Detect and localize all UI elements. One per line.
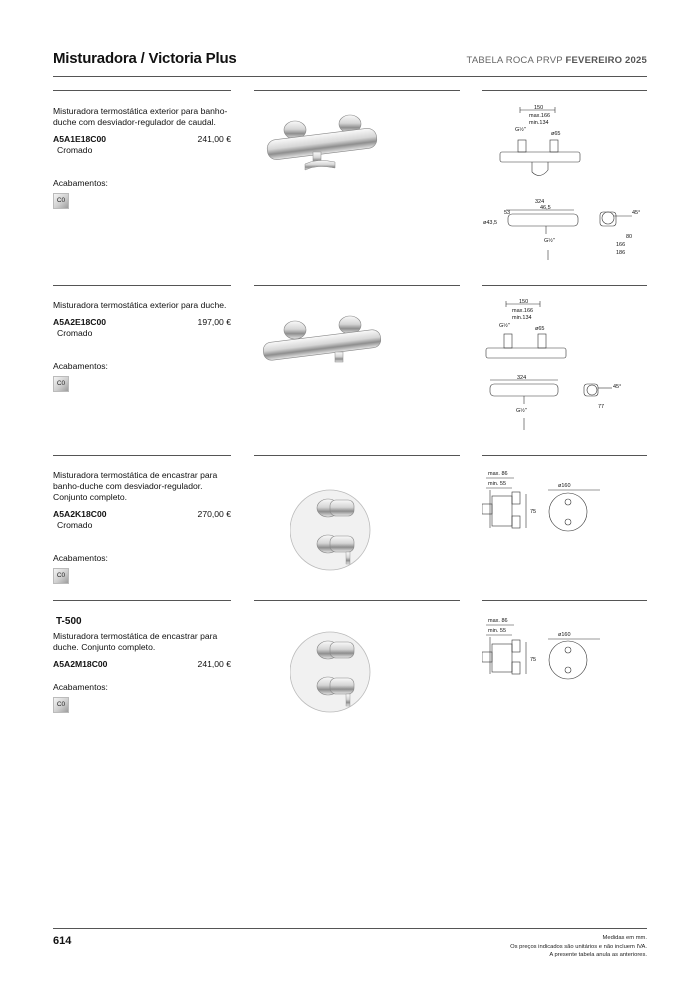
section-rule bbox=[254, 455, 460, 456]
page-number: 614 bbox=[53, 935, 72, 947]
product-code-row bbox=[53, 509, 231, 520]
finishes-label: Acabamentos: bbox=[53, 682, 108, 692]
finishes-label: Acabamentos: bbox=[53, 361, 108, 371]
dim-min-depth: min. 55 bbox=[488, 628, 507, 634]
chrome-swatch: C0 bbox=[53, 568, 69, 584]
catalog-name: TABELA ROCA PRVP bbox=[466, 55, 563, 66]
dim-max: max.166 bbox=[512, 308, 534, 314]
dim-thread: G½" bbox=[515, 127, 526, 133]
dim-width: 150 bbox=[519, 299, 529, 305]
product-description: Misturadora termostática exterior para banho-duche com desviador-regulador de caudal. bbox=[53, 106, 228, 127]
product-code-row bbox=[53, 659, 231, 670]
product-code: A5A2M18C00 bbox=[53, 659, 108, 669]
footer-note: Medidas em mm. bbox=[602, 935, 647, 941]
product-entry bbox=[53, 300, 231, 392]
dim-angle: 45° bbox=[632, 210, 641, 216]
dim-offset: 53 bbox=[504, 210, 511, 216]
technical-drawing bbox=[482, 298, 647, 438]
dim-outlet-thread: G½" bbox=[544, 238, 555, 244]
section-rule bbox=[254, 285, 460, 286]
technical-drawing bbox=[482, 104, 647, 264]
dim-depth-1: 77 bbox=[598, 404, 605, 410]
series-name: T-500 bbox=[56, 616, 82, 627]
product-code: A5A2K18C00 bbox=[53, 509, 107, 519]
product-entry bbox=[53, 106, 231, 209]
chrome-swatch: C0 bbox=[53, 193, 69, 209]
footer-note: A presente tabela anula as anteriores. bbox=[549, 952, 647, 959]
footer-note: Os preços indicados são unitários e não incluem IVA. bbox=[510, 943, 647, 950]
dim-max-depth: max. 86 bbox=[488, 471, 508, 477]
catalog-date: FEVEREIRO 2025 bbox=[565, 55, 647, 66]
product-photo-concealed-thermostatic bbox=[290, 478, 375, 583]
dim-depth-1: 80 bbox=[626, 234, 633, 240]
finishes-label: Acabamentos: bbox=[53, 178, 108, 188]
section-rule bbox=[254, 600, 460, 601]
dim-depth-2: 166 bbox=[616, 242, 626, 248]
footer-notes bbox=[510, 934, 647, 960]
section-rule bbox=[53, 455, 231, 456]
chrome-swatch: C0 bbox=[53, 697, 69, 713]
dim-centre: 46,5 bbox=[540, 205, 551, 211]
product-entry bbox=[53, 616, 231, 713]
dim-length: 324 bbox=[517, 375, 527, 381]
finish-name: Cromado bbox=[57, 145, 93, 155]
product-photo-shower-thermostatic bbox=[255, 310, 390, 370]
product-photo-bath-thermostatic bbox=[255, 108, 390, 173]
dim-plate-diameter: ø160 bbox=[558, 632, 571, 638]
dim-min-depth: min. 55 bbox=[488, 481, 507, 487]
product-price: 197,00 € bbox=[197, 317, 231, 327]
page-title: Misturadora / Victoria Plus bbox=[53, 50, 237, 67]
dim-width: 150 bbox=[534, 105, 544, 111]
section-rule bbox=[482, 455, 647, 456]
footer-rule bbox=[53, 928, 647, 929]
dim-handle-diameter: ø43,5 bbox=[483, 220, 498, 226]
product-code: A5A1E18C00 bbox=[53, 134, 107, 144]
dim-height: 75 bbox=[530, 657, 537, 663]
product-price: 270,00 € bbox=[197, 509, 231, 519]
dim-outlet-thread: G½" bbox=[516, 408, 527, 414]
finish-name: Cromado bbox=[57, 328, 93, 338]
dim-min: min.134 bbox=[529, 120, 549, 126]
dim-thread: G½" bbox=[499, 323, 510, 329]
dim-depth-3: 186 bbox=[616, 250, 626, 256]
chrome-swatch: C0 bbox=[53, 376, 69, 392]
product-code-row bbox=[53, 317, 231, 328]
dim-height: 75 bbox=[530, 509, 537, 515]
product-price: 241,00 € bbox=[197, 134, 231, 144]
header-rule bbox=[53, 76, 647, 77]
section-rule bbox=[482, 285, 647, 286]
dim-plate-diameter: ø160 bbox=[558, 483, 571, 489]
section-rule bbox=[482, 600, 647, 601]
product-code: A5A2E18C00 bbox=[53, 317, 107, 327]
technical-drawing bbox=[482, 612, 647, 692]
finishes-label: Acabamentos: bbox=[53, 553, 108, 563]
finish-name: Cromado bbox=[57, 520, 93, 530]
dim-diameter: ø65 bbox=[535, 326, 545, 332]
product-photo-concealed-shower bbox=[290, 622, 375, 722]
dim-max: max.166 bbox=[529, 113, 551, 119]
dim-max-depth: max. 86 bbox=[488, 618, 508, 624]
section-rule bbox=[53, 285, 231, 286]
section-rule bbox=[53, 90, 231, 91]
dim-min: min.134 bbox=[512, 315, 532, 321]
dim-length: 324 bbox=[535, 199, 545, 205]
product-description: Misturadora termostática de encastrar para duche. Conjunto completo. bbox=[53, 631, 218, 652]
dim-diameter: ø65 bbox=[551, 131, 561, 137]
section-rule bbox=[482, 90, 647, 91]
section-rule bbox=[53, 600, 231, 601]
catalog-header bbox=[467, 55, 647, 66]
product-entry bbox=[53, 470, 231, 584]
section-rule bbox=[254, 90, 460, 91]
product-description: Misturadora termostática de encastrar para banho-duche com desviador-regulador. Conjunto completo. bbox=[53, 470, 218, 502]
product-price: 241,00 € bbox=[197, 659, 231, 669]
product-code-row bbox=[53, 134, 231, 145]
dim-angle: 45° bbox=[613, 384, 622, 390]
product-description: Misturadora termostática exterior para duche. bbox=[53, 300, 227, 310]
technical-drawing bbox=[482, 466, 647, 546]
